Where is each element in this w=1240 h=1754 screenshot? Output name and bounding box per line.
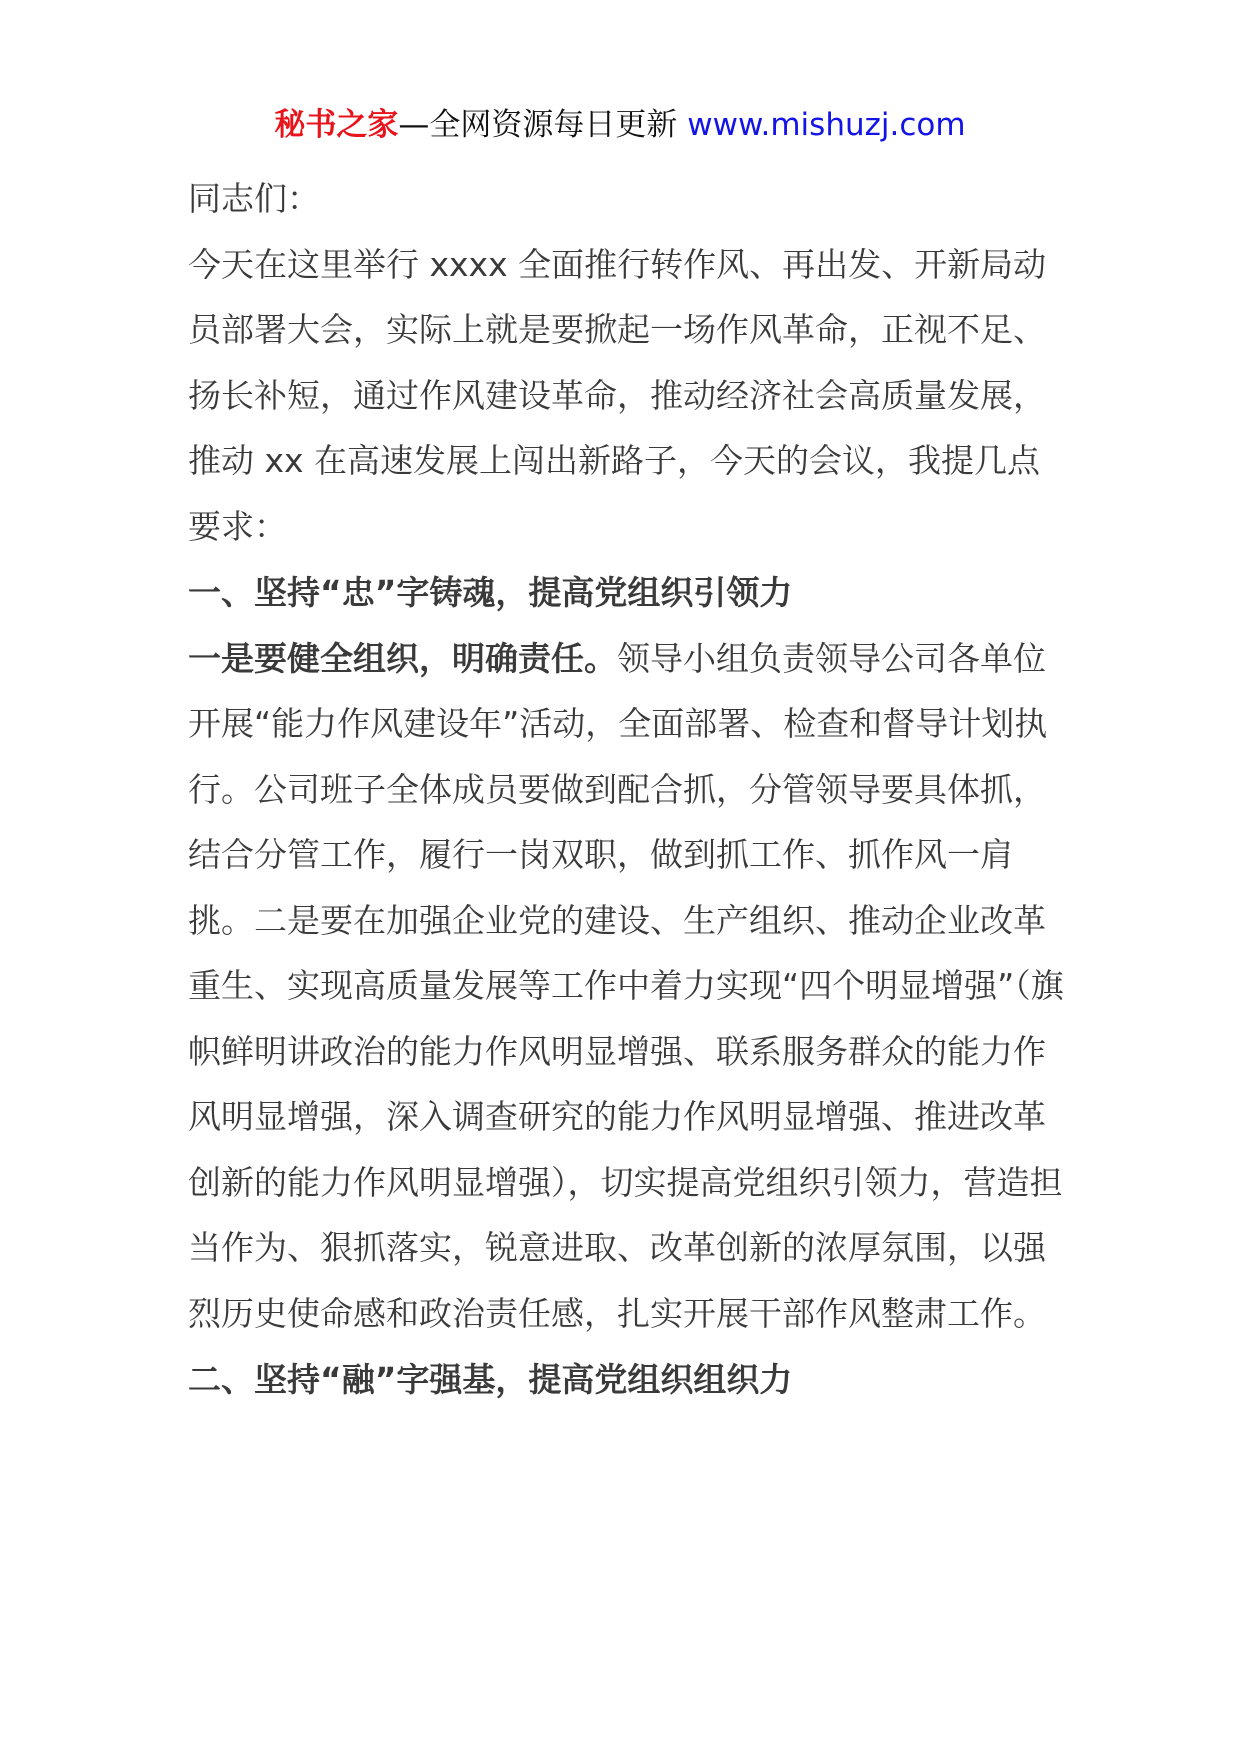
- site-url-link[interactable]: www.mishuzj.com: [687, 107, 966, 143]
- intro-paragraph: 今天在这里举行 xxxx 全面推行转作风、再出发、开新局动员部署大会，实际上就是要掀起一场作风革命，正视不足、扬长补短，通过作风建设革命，推动经济社会高质量发展，推动 xx 在高速发展上闯出新路子，今天的会议，我提几点要求：: [188, 244, 1047, 546]
- header-tagline: —全网资源每日更新: [398, 107, 688, 143]
- section-2-heading: 二、坚持“融”字强基，提高党组织组织力: [188, 1360, 793, 1399]
- section-1-paragraph: [188, 626, 1064, 1347]
- section-1-lead: 一是要健全组织，明确责任。: [188, 638, 617, 678]
- section-1-heading: 一、坚持“忠”字铸魂，提高党组织引领力: [188, 573, 793, 612]
- brand-name: 秘书之家: [274, 107, 399, 143]
- site-header: [0, 100, 1240, 150]
- document-body: [188, 166, 1064, 1413]
- salutation: 同志们：: [188, 179, 320, 218]
- section-1-text: 领导小组负责领导公司各单位开展“能力作风建设年”活动，全面部署、检查和督导计划执行。公司班子全体成员要做到配合抓，分管领导要具体抓，结合分管工作，履行一岗双职，做到抓工作、抓作风一肩挑。二是要在加强企业党的建设、生产组织、推动企业改革重生、实现高质量发展等工作中着力实现“四个明显增强”（旗帜鲜明讲政治的能力作风明显增强、联系服务群众的能力作风明显增强，深入调查研究的能力作风明显增强、推进改革创新的能力作风明显增强），切实提高党组织引领力，营造担当作为、狠抓落实，锐意进取、改革创新的浓厚氛围，以强烈历史使命感和政治责任感，扎实开展干部作风整肃工作。: [188, 638, 1064, 1333]
